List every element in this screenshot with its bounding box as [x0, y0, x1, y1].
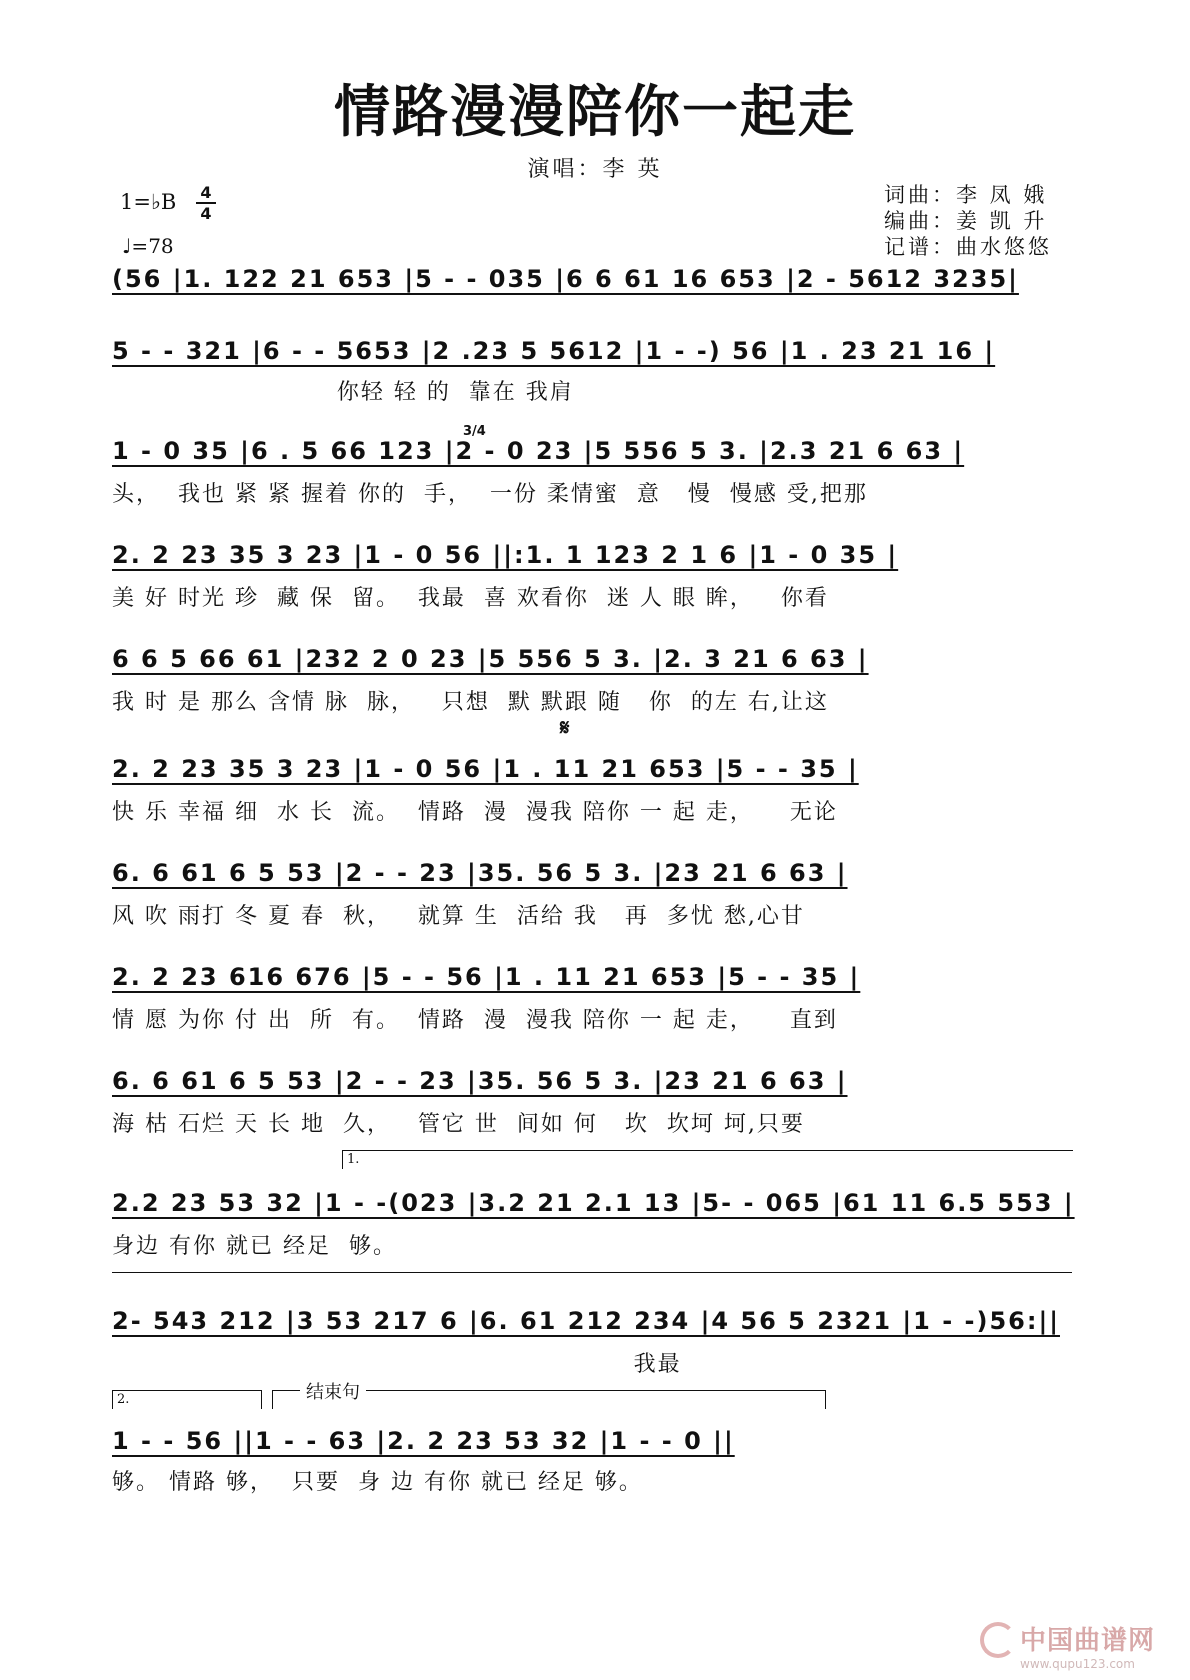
lyric-line: 够。 情路 够， 只要 身 边 有你 就已 经足 够。 [112, 1470, 643, 1495]
notation-line: 6. 6 61 6 5 53 |2 - - 23 |35. 56 5 3. |23 21 6 63 | [112, 859, 848, 887]
notation-line: 2. 2 23 35 3 23 |1 - 0 56 |1 . 11 21 653 |5 - - 35 | [112, 755, 859, 783]
volta-2-label: 2. [117, 1392, 130, 1407]
song-title: 情路漫漫陪你一起走 [334, 79, 856, 145]
ending-label: 结束句 [300, 1378, 366, 1404]
notation-line: 6. 6 61 6 5 53 |2 - - 23 |35. 56 5 3. |23 21 6 63 | [112, 1067, 848, 1095]
lyric-line: 头， 我也 紧 紧 握着 你的 手， 一份 柔情蜜 意 慢 慢感 受,把那 [112, 482, 868, 507]
key-signature: 1=♭B [120, 190, 177, 214]
watermark: 中国曲谱网 www.qupu123.com [980, 1620, 1180, 1671]
notation-line: 1 - - 56 ||1 - - 63 |2. 2 23 53 32 |1 - - 0 || [112, 1427, 735, 1455]
volta-2-bracket [112, 1390, 262, 1409]
credit-arranger: 编曲：姜 凯 升 [884, 209, 1048, 233]
site-logo-icon [980, 1622, 1016, 1658]
credit-lyrics-music: 词曲：李 凤 娥 [884, 183, 1048, 207]
volta-1-continuation [112, 1272, 1072, 1273]
notation-line: 5 - - 321 |6 - - 5653 |2 .23 5 5612 |1 - -) 56 |1 . 23 21 16 | [112, 337, 996, 365]
lyric-line: 我 时 是 那么 含情 脉 脉， 只想 默 默跟 随 你 的左 右,让这 [112, 690, 829, 715]
lyric-line: 情 愿 为你 付 出 所 有。 情路 漫 漫我 陪你 一 起 走， 直到 [112, 1008, 838, 1033]
notation-line: 2. 2 23 35 3 23 |1 - 0 56 ||:1. 1 123 2 1 6 |1 - 0 35 | [112, 541, 899, 569]
volta-1-label: 1. [347, 1152, 360, 1167]
lyric-line: 风 吹 雨打 冬 夏 春 秋， 就算 生 活给 我 再 多忧 愁,心甘 [112, 904, 805, 929]
lyric-line: 美 好 时光 珍 藏 保 留。 我最 喜 欢看你 迷 人 眼 眸， 你看 [112, 586, 829, 611]
lyric-line: 你轻 轻 的 靠在 我肩 [112, 380, 574, 405]
meter-change: 3/4 [463, 424, 486, 439]
credits [884, 182, 1052, 260]
lyric-line: 我最 [112, 1352, 682, 1377]
notation-line: 6 6 5 66 61 |232 2 0 23 |5 556 5 3. |2. 3 21 6 63 | [112, 645, 869, 673]
credit-transcriber: 记谱：曲水悠悠 [884, 235, 1052, 259]
meter-top: 4 [200, 183, 212, 202]
notation-line: 1 - 0 35 |6 . 5 66 123 |2 - 0 23 |5 556 5 3. |2.3 21 6 63 | [112, 437, 965, 465]
notation-line: 2- 543 212 |3 53 217 6 |6. 61 212 234 |4 56 5 2321 |1 - -)56:|| [112, 1307, 1060, 1335]
notation-line: (56 |1. 122 21 653 |5 - - 035 |6 6 61 16 653 |2 - 5612 3235| [112, 265, 1019, 293]
singer: 演唱：李 英 [527, 157, 663, 182]
volta-1-bracket [342, 1150, 1073, 1169]
segno-sign: 𝄋 [560, 716, 570, 741]
meter-bottom: 4 [200, 204, 212, 223]
notation-line: 2.2 23 53 32 |1 - -(023 |3.2 21 2.1 13 |5- - 065 |61 11 6.5 553 | [112, 1189, 1075, 1217]
lyric-line: 快 乐 幸福 细 水 长 流。 情路 漫 漫我 陪你 一 起 走， 无论 [112, 800, 838, 825]
lyric-line: 海 枯 石烂 天 长 地 久， 管它 世 间如 何 坎 坎坷 坷,只要 [112, 1112, 805, 1137]
tempo: ♩=78 [122, 234, 174, 258]
time-signature [196, 184, 216, 222]
notation-line: 2. 2 23 616 676 |5 - - 56 |1 . 11 21 653 |5 - - 35 | [112, 963, 861, 991]
lyric-line: 身边 有你 就已 经足 够。 [112, 1234, 397, 1259]
